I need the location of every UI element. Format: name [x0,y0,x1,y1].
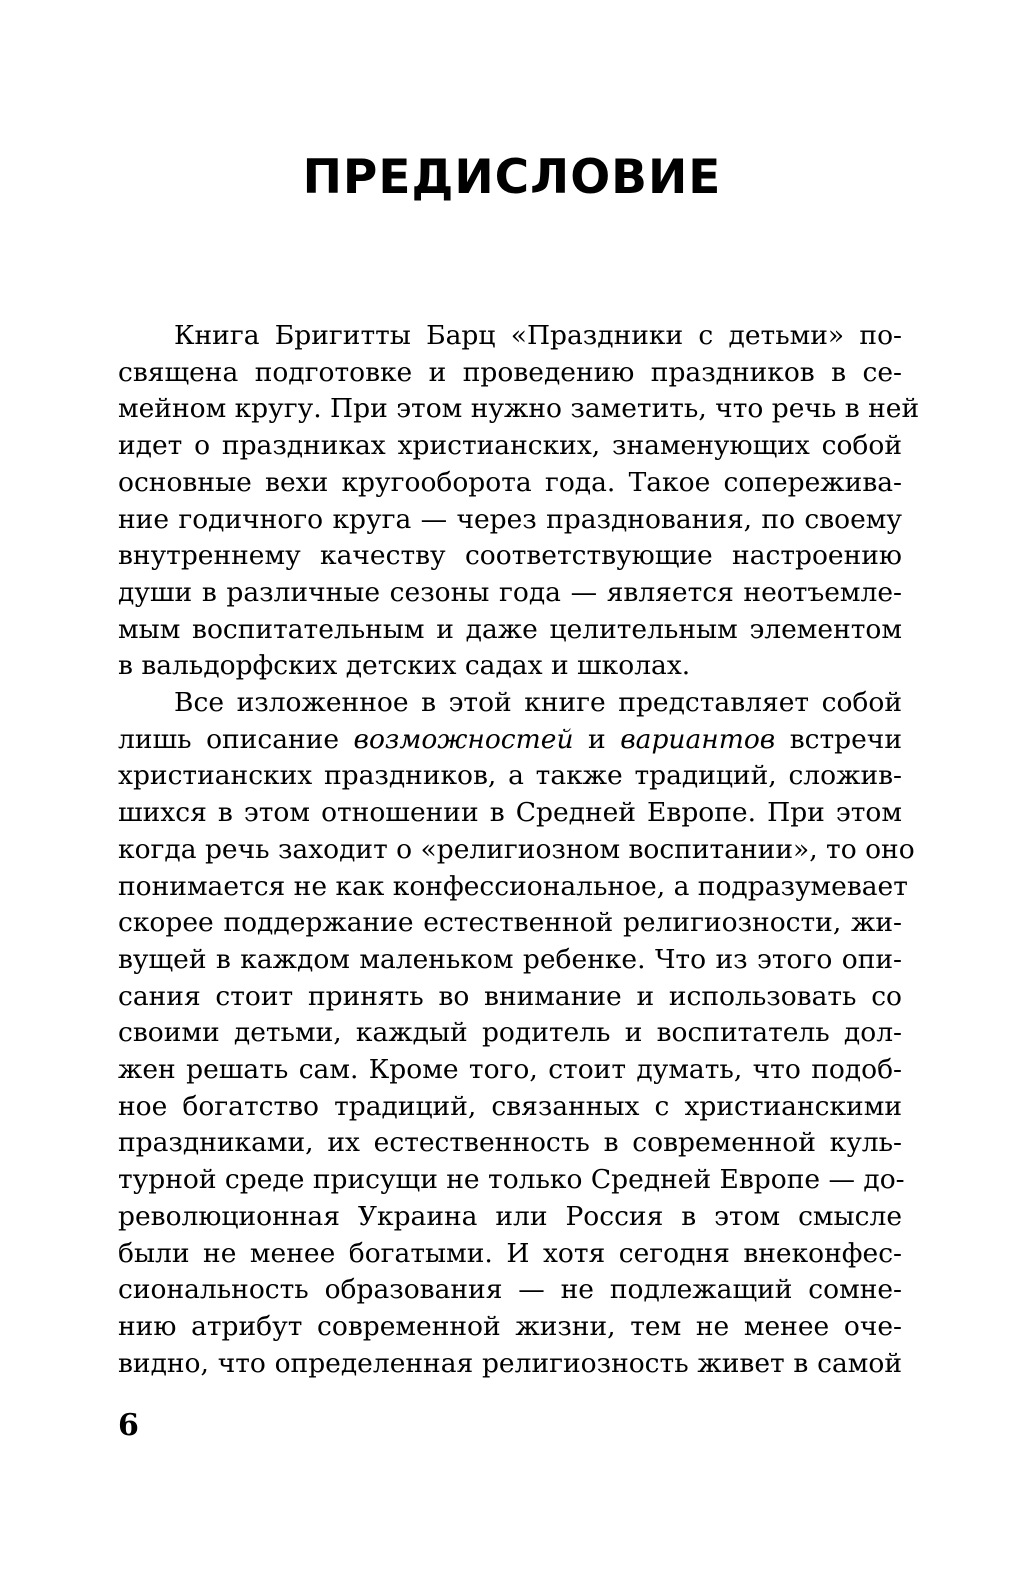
text-line: жен решать сам. Кроме того, стоит думать, что подоб- [118,1054,902,1086]
text-line: идет о праздниках христианских, знаменующих собой [118,430,902,462]
text-line: души в различные сезоны года — является неотъемле- [118,576,902,608]
text-line: священа подготовке и проведению праздников в се- [118,356,902,388]
text-line: были не менее богатыми. И хотя сегодня внеконфес- [118,1237,902,1269]
text-line: праздниками, их естественность в современной куль- [118,1127,902,1159]
emphasis: вариантов [620,723,776,755]
text-line: мым воспитательным и даже целительным элементом [118,613,902,645]
text-line: турной среде присущи не только Средней Европе — до- [118,1164,905,1196]
text-line: скорее поддержание естественной религиозности, жи- [118,907,902,939]
text-line: христианских праздников, а также традиций, сложив- [118,760,902,792]
text-line: в вальдорфских детских садах и школах. [118,650,691,682]
text-line: нию атрибут современной жизни, тем не менее оче- [118,1310,902,1342]
text-line: своими детьми, каждый родитель и воспитатель дол- [118,1017,902,1049]
text-line: понимается не как конфессиональное, а подразумевает [118,870,908,902]
text-line: ное богатство традиций, связанных с христианскими [118,1090,902,1122]
text-line: Книга Бригитты Барц «Праздники с детьми» по- [174,320,902,351]
body-text [118,318,920,1382]
text-line: когда речь заходит о «религиозном воспитании», то оно [118,833,915,865]
text-line: ние годичного круга — через празднования, по своему [118,503,902,535]
text-line: видно, что определенная религиозность живет в самой [118,1347,902,1379]
text-line: шихся в этом отношении в Средней Европе. При этом [118,797,902,829]
paragraph [118,318,920,685]
page-number: 6 [118,1408,139,1443]
text-line: Все изложенное в этой книге представляет собой [174,687,902,719]
text-line: мейном кругу. При этом нужно заметить, что речь в ней [118,393,920,425]
chapter-title: ПРЕДИСЛОВИЕ [302,150,722,205]
text-line: сиональность образования — не подлежащий сомне- [118,1274,902,1306]
text-line: вущей в каждом маленьком ребенке. Что из этого опи- [118,943,902,975]
text-line: основные вехи кругооборота года. Такое сопережива- [118,466,902,498]
text-line: революционная Украина или Россия в этом смысле [118,1200,902,1232]
text-line: внутреннему качеству соответствующие настроению [118,540,902,572]
text-line: лишь описание возможностей и вариантов встречи [118,723,902,755]
emphasis: возможностей [353,723,574,755]
text-line: сания стоит принять во внимание и использовать со [118,980,902,1012]
paragraph [118,685,915,1382]
